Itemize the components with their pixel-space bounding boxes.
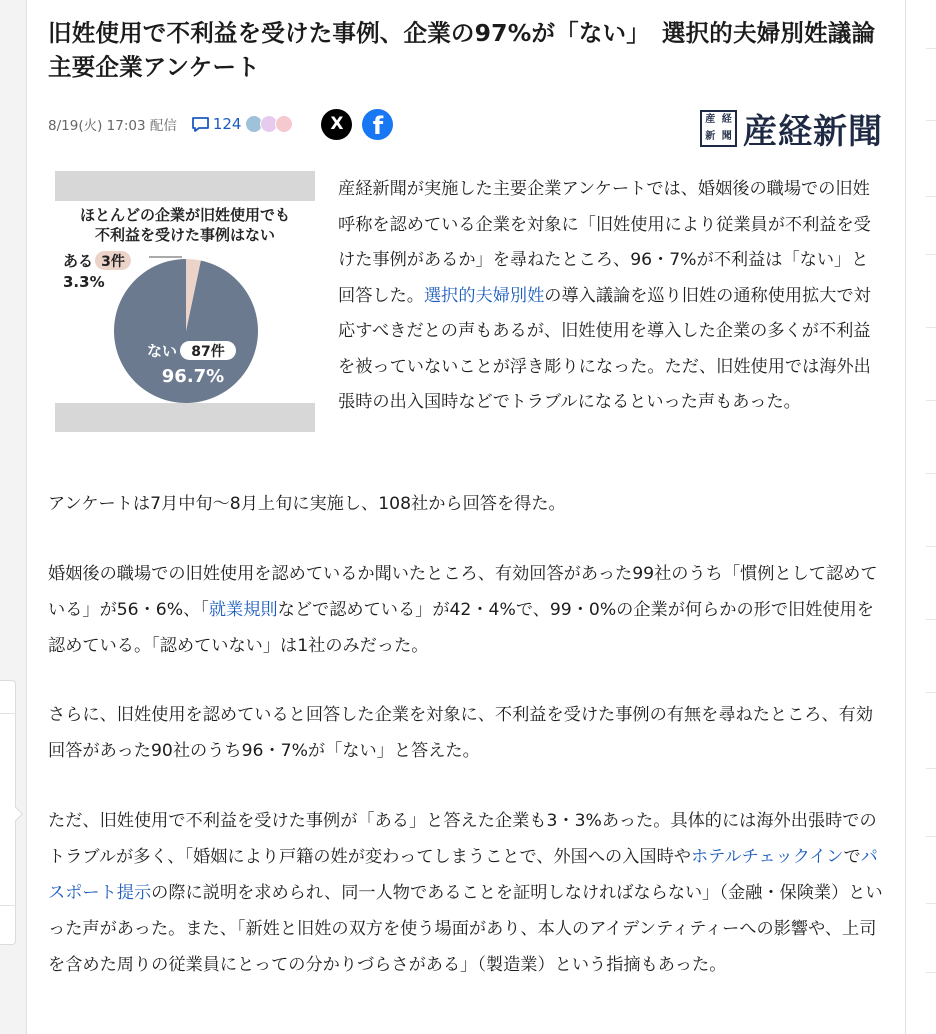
publisher-logo[interactable]: [700, 104, 883, 153]
divider: [926, 546, 936, 547]
slice-label-nai: ない: [147, 342, 178, 360]
percent-label-aru: 3.3%: [63, 273, 105, 291]
lead-paragraph: [338, 172, 883, 421]
facebook-logo-icon: f: [372, 111, 384, 140]
article-meta: [48, 108, 393, 140]
slice-label-aru: ある: [63, 252, 94, 270]
x-logo-icon: X: [330, 114, 344, 134]
comment-count: 124: [212, 115, 242, 133]
paragraph: さらに、旧姓使用を認めていると回答した企業を対象に、不利益を受けた事例の有無を尋ねたところ、有効回答があった90社のうち96・7%が「ない」と答えた。: [48, 705, 874, 761]
keyword-link[interactable]: パスポート提示: [48, 847, 878, 903]
keyword-link[interactable]: ホテルチェックイン: [690, 847, 844, 867]
divider: [926, 836, 936, 837]
divider: [926, 327, 936, 328]
keyword-link[interactable]: 就業規則: [208, 600, 278, 620]
paragraph: アンケートは7月中旬～8月上旬に実施し、108社から回答を得た。: [48, 494, 566, 514]
chart-title-line2: 不利益を受けた事例はない: [94, 226, 275, 244]
publish-date: 8/19(火) 17:03 配信: [48, 118, 177, 134]
divider: [926, 254, 936, 255]
paragraph-text: で: [843, 847, 861, 867]
publisher-badge: [700, 110, 737, 147]
keyword-link[interactable]: 選択的夫婦別姓: [423, 285, 545, 306]
badge-char: 聞: [721, 130, 732, 142]
divider: [926, 692, 936, 693]
share-facebook-button[interactable]: [362, 109, 393, 140]
paragraph-text: などで認めている」が42・4%で、99・0%の企業が何らかの形で旧姓使用を認めている。「認めていない」は1社のみだった。: [48, 600, 874, 656]
paragraph-text: 婚姻後の職場での旧姓使用を認めているか聞いたところ、有効回答があった99社のうち「慣例として認めている」が56・6%、「: [48, 564, 878, 620]
article: [28, 0, 905, 1034]
divider: [926, 903, 936, 904]
left-side-panel-tab[interactable]: [0, 680, 16, 945]
article-title: 旧姓使用で不利益を受けた事例、企業の97%が「ない」 選択的夫婦別姓議論 主要企業アンケート: [48, 19, 899, 81]
divider: [0, 713, 16, 714]
lead-text: の導入議論を巡り旧姓の通称使用拡大で対応すべきだとの声もあるが、旧姓使用を導入した企業の多くが不利益を被っていないことが浮き彫りになった。ただ、旧姓使用では海外出張時の出入国時などでトラブルになるといった声もあった。: [338, 285, 871, 412]
pie-chart: [55, 171, 315, 432]
paragraph: [48, 803, 883, 983]
reaction-avatars[interactable]: [245, 115, 293, 133]
right-sidebar: [905, 0, 936, 1034]
divider: [926, 48, 936, 49]
badge-char: 新: [705, 130, 716, 142]
paragraph-text: ただ、旧姓使用で不利益を受けた事例が「ある」と答えた企業も3・3%あった。具体的には海外出張時でのトラブルが多く、「婚姻により戸籍の姓が変わってしまうことで、外国への入国時や: [48, 811, 877, 867]
divider: [926, 120, 936, 121]
count-label-nai: 87件: [191, 344, 225, 360]
count-label-aru: 3件: [101, 254, 125, 270]
divider: [926, 972, 936, 973]
paragraph: [48, 556, 883, 664]
divider: [926, 196, 936, 197]
divider: [926, 400, 936, 401]
divider: [926, 768, 936, 769]
divider: [0, 905, 16, 906]
publisher-name: 産経新聞: [743, 112, 883, 152]
badge-char: 産: [705, 114, 716, 125]
lead-text: 産経新聞が実施した主要企業アンケートでは、婚姻後の職場での旧姓呼称を認めている企業を対象に「旧姓使用により従業員が不利益を受けた事例があるか」を尋ねたところ、96・7%が不利益は「ない」と回答した。: [338, 179, 871, 306]
share-x-button[interactable]: [321, 109, 352, 140]
paragraph-text: の際に説明を求められ、同一人物であることを証明しなければならない」（金融・保険業）といった声があった。また、「新姓と旧姓の双方を使う場面があり、本人のアイデンティティーへの影響や、上司を含めた周りの従業員にとっての分かりづらさがある」（製造業）という指摘もあった。: [48, 883, 883, 975]
percent-label-nai: 96.7%: [161, 366, 225, 387]
article-figure[interactable]: [55, 171, 315, 432]
comment-icon: [191, 116, 210, 133]
divider: [926, 619, 936, 620]
avatar: [275, 115, 293, 133]
chart-title-line1: ほとんどの企業が旧姓使用でも: [79, 206, 290, 224]
comment-link[interactable]: [191, 115, 242, 133]
badge-char: 経: [721, 114, 732, 125]
divider: [926, 473, 936, 474]
